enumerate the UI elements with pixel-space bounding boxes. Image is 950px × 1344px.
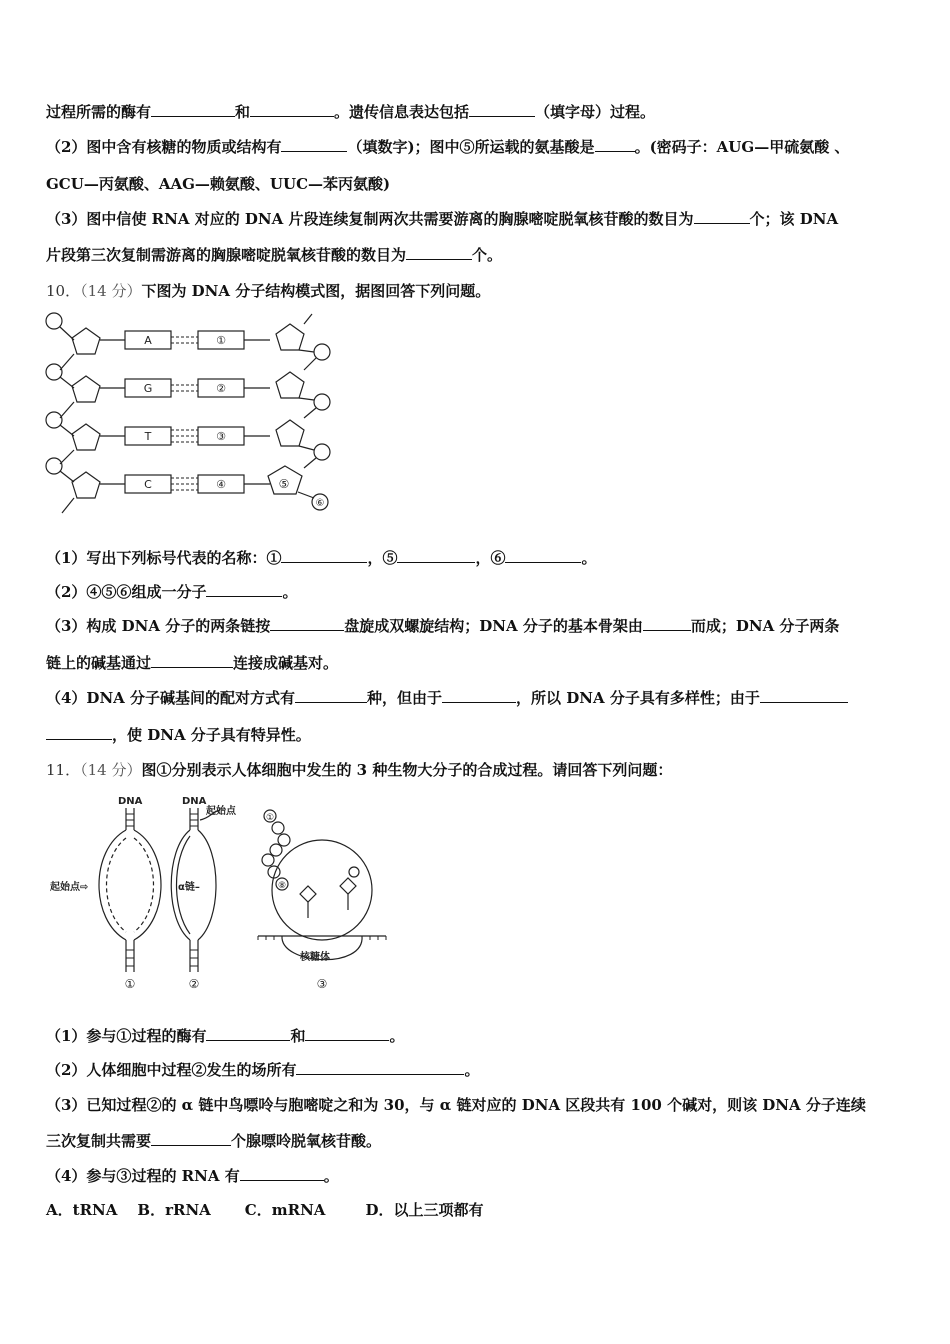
chain-end-label: ⑧ bbox=[277, 881, 287, 891]
option-d[interactable]: D．以上三项都有 bbox=[365, 1201, 484, 1219]
blank-input[interactable] bbox=[281, 548, 367, 563]
ribosome-label: 核糖体 bbox=[300, 952, 330, 963]
base-number: ③ bbox=[216, 430, 226, 443]
dna-label-1: DNA bbox=[118, 796, 143, 807]
alpha-chain-label: α链– bbox=[178, 882, 200, 893]
label-6: ⑥ bbox=[315, 498, 325, 509]
process-label-3: ③ bbox=[316, 977, 328, 991]
chain-start-label: ① bbox=[265, 813, 275, 823]
base-number: ④ bbox=[216, 478, 226, 491]
q11-part2: （2）人体细胞中过程②发生的场所有 。 bbox=[46, 1061, 480, 1079]
blank-input[interactable] bbox=[151, 1131, 231, 1146]
dna-structure-diagram bbox=[40, 308, 340, 518]
base-label: A bbox=[144, 334, 152, 347]
q11-part4: （4）参与③过程的 RNA 有 。 bbox=[46, 1167, 339, 1185]
option-a[interactable]: A．tRNA bbox=[46, 1201, 118, 1219]
q10-part4: （4）DNA 分子碱基间的配对方式有 种，但由于 ，所以 DNA 分子具有多样性；由于 bbox=[46, 688, 848, 708]
dna-label-2: DNA bbox=[182, 796, 207, 807]
blank-input[interactable] bbox=[643, 616, 691, 631]
q9-line1: 过程所需的酶有 和 。遗传信息表达包括 （填字母）过程。 bbox=[46, 103, 656, 121]
q11-options bbox=[46, 1200, 503, 1220]
q10-part1: （1）写出下列标号代表的名称：① ，⑤ ，⑥ 。 bbox=[46, 549, 597, 567]
q10-part4-cont: ，使 DNA 分子具有特异性。 bbox=[46, 725, 311, 745]
blank-input[interactable] bbox=[151, 102, 235, 117]
blank-input[interactable] bbox=[469, 102, 535, 117]
origin-label-top: 起始点 bbox=[206, 806, 236, 817]
blank-input[interactable] bbox=[595, 137, 635, 152]
q11-part3-cont: 三次复制共需要 个腺嘌呤脱氧核苷酸。 bbox=[46, 1132, 382, 1150]
blank-input[interactable] bbox=[305, 1026, 389, 1041]
blank-input[interactable] bbox=[296, 1060, 464, 1075]
blank-input[interactable] bbox=[442, 688, 516, 703]
blank-input[interactable] bbox=[397, 548, 475, 563]
base-number: ② bbox=[216, 382, 226, 395]
label-5: ⑤ bbox=[278, 477, 290, 491]
blank-input[interactable] bbox=[270, 616, 344, 631]
origin-label-left: 起始点⇨ bbox=[50, 882, 89, 893]
blank-input[interactable] bbox=[760, 688, 848, 703]
blank-input[interactable] bbox=[46, 725, 112, 740]
q9-part2: （2）图中含有核糖的物质或结构有 （填数字)；图中⑤所运载的氨基酸是 。(密码子：AUG—甲硫氨酸 、 bbox=[46, 138, 850, 156]
q9-part3: （3）图中信使 RNA 对应的 DNA 片段连续复制两次共需要游离的胸腺嘧啶脱氧核苷酸的数目为 个；该 DNA bbox=[46, 210, 839, 228]
option-c[interactable]: C．mRNA bbox=[244, 1201, 326, 1219]
blank-input[interactable] bbox=[295, 688, 367, 703]
option-b[interactable]: B．rRNA bbox=[137, 1201, 211, 1219]
blank-input[interactable] bbox=[151, 653, 233, 668]
q10-part3: （3）构成 DNA 分子的两条链按 盘旋成双螺旋结构；DNA 分子的基本骨架由 而成；DNA 分子两条 bbox=[46, 617, 840, 635]
blank-input[interactable] bbox=[694, 209, 750, 224]
q11-part1: （1）参与①过程的酶有 和 。 bbox=[46, 1027, 405, 1045]
blank-input[interactable] bbox=[406, 245, 472, 260]
q10-heading: 10．（14 分）下图为 DNA 分子结构模式图，据图回答下列问题。 bbox=[46, 282, 491, 300]
blank-input[interactable] bbox=[206, 582, 282, 597]
base-number: ① bbox=[216, 334, 226, 347]
blank-input[interactable] bbox=[505, 548, 581, 563]
q11-part3: （3）已知过程②的 α 链中鸟嘌呤与胞嘧啶之和为 30，与 α 链对应的 DNA 区段共有 100 个碱对，则该 DNA 分子连续 bbox=[46, 1096, 866, 1114]
q9-part3-cont: 片段第三次复制需游离的胸腺嘧啶脱氧核苷酸的数目为 个。 bbox=[46, 246, 503, 264]
process-label-2: ② bbox=[188, 977, 200, 991]
process-label-1: ① bbox=[124, 977, 136, 991]
base-label: T bbox=[144, 430, 152, 443]
base-label: C bbox=[144, 478, 152, 491]
q9-codons: GCU—丙氨酸、AAG—赖氨酸、UUC—苯丙氨酸) bbox=[46, 175, 391, 193]
blank-input[interactable] bbox=[206, 1026, 290, 1041]
blank-input[interactable] bbox=[250, 102, 334, 117]
q10-part3-cont: 链上的碱基通过 连接成碱基对。 bbox=[46, 654, 339, 672]
q10-part2: （2）④⑤⑥组成一分子 。 bbox=[46, 583, 298, 601]
blank-input[interactable] bbox=[281, 137, 347, 152]
macromolecule-synthesis-diagram bbox=[50, 790, 390, 1000]
blank-input[interactable] bbox=[240, 1166, 324, 1181]
base-label: G bbox=[143, 382, 153, 395]
q11-heading: 11．（14 分）图①分别表示人体细胞中发生的 3 种生物大分子的合成过程。请回答下列问题： bbox=[46, 761, 673, 779]
